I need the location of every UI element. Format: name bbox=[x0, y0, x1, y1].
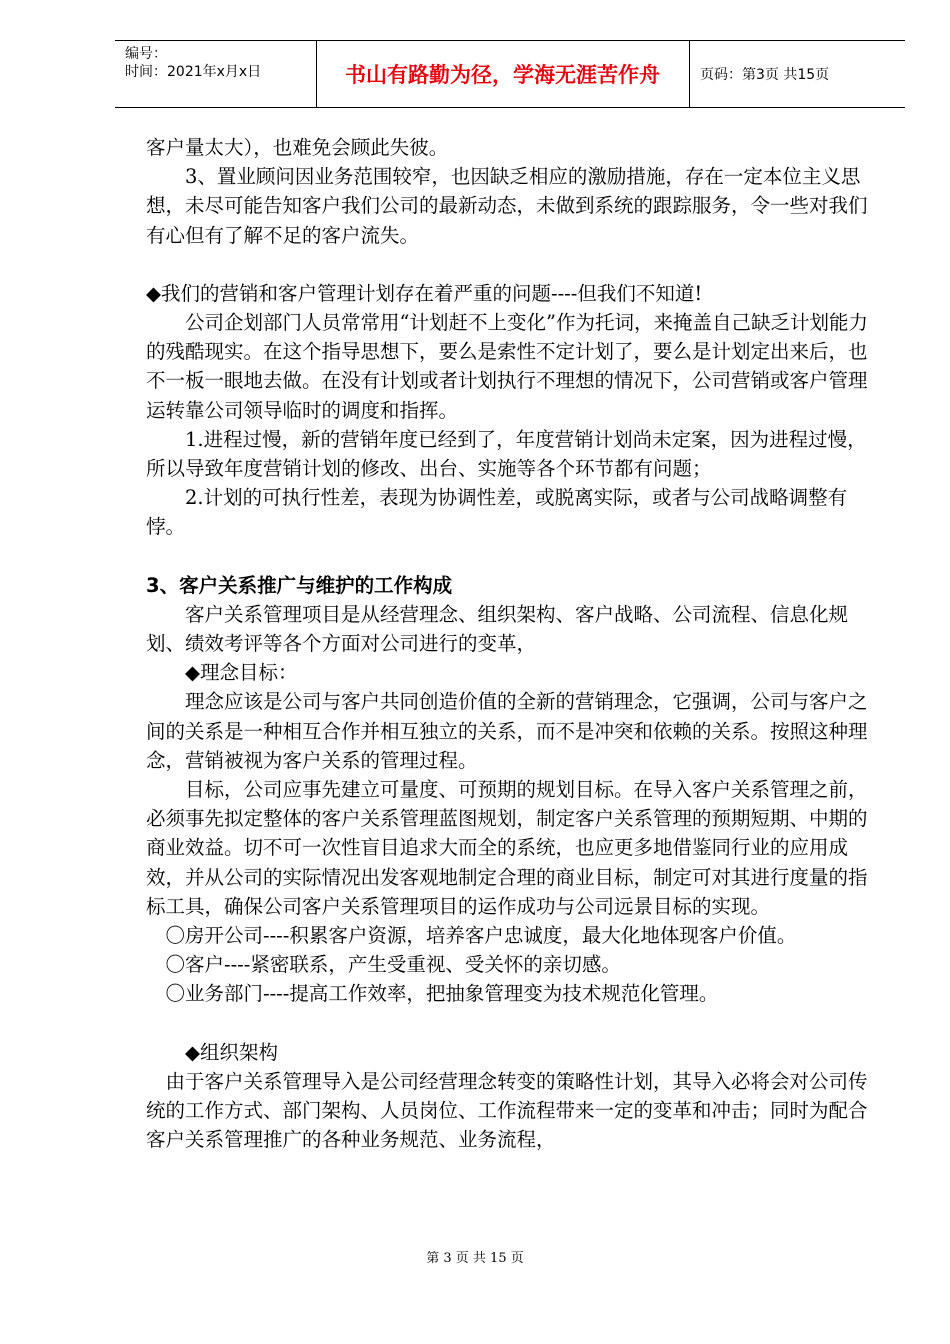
paragraph: 理念应该是公司与客户共同创造价值的全新的营销理念，它强调，公司与客户之间的关系是一种相互合作并相互独立的关系，而不是冲突和依赖的关系。按照这种理念，营销被视为客户关系的管理过程。 bbox=[146, 690, 868, 772]
subsection-heading: ◆组织架构 bbox=[185, 1040, 278, 1064]
spacer bbox=[146, 250, 876, 279]
list-item: 〇业务部门----提高工作效率，把抽象管理变为技术规范化管理。 bbox=[165, 982, 719, 1006]
paragraph: 由于客户关系管理导入是公司经营理念转变的策略性计划，其导入必将会对公司传统的工作方式、部门架构、人员岗位、工作流程带来一定的变革和冲击；同时为配合客户关系管理推广的各种业务规范、业务流程， bbox=[146, 1069, 868, 1152]
paragraph: 客户关系管理项目是从经营理念、组织架构、客户战略、公司流程、信息化规划、绩效考评等各个方面对公司进行的变革， bbox=[146, 602, 849, 656]
numbered-paragraph: 1.进程过慢，新的营销年度已经到了，年度营销计划尚未定案，因为进程过慢，所以导致年度营销计划的修改、出台、实施等各个环节都有问题； bbox=[146, 427, 867, 481]
document-body bbox=[146, 133, 876, 1155]
header-meta bbox=[115, 41, 317, 107]
section-heading: 3、客户关系推广与维护的工作构成 bbox=[146, 573, 453, 597]
paragraph: 3、置业顾问因业务范围较窄，也因缺乏相应的激励措施，存在一定本位主义思想，未尽可能告知客户我们公司的最新动态，未做到系统的跟踪服务，令一些对我们有心但有了解不足的客户流失。 bbox=[146, 165, 868, 247]
numbered-paragraph: 2.计划的可执行性差，表现为协调性差，或脱离实际，或者与公司战略调整有悖。 bbox=[146, 486, 848, 539]
paragraph: 目标，公司应事先建立可量度、可预期的规划目标。在导入客户关系管理之前，必须事先拟定整体的客户关系管理蓝图规划，制定客户关系管理的预期短期、中期的商业效益。切不可一次性盲目追求大而全的系统，也应更多地借鉴同行业的应用成效，并从公司的实际情况出发客观地制定合理的商业目标，制定可对其进行度量的指标工具，确保公司客户关系管理项目的运作成功与公司远景目标的实现。 bbox=[146, 778, 868, 918]
section-bullet-heading: ◆我们的营销和客户管理计划存在着严重的问题----但我们不知道! bbox=[146, 281, 703, 305]
spacer bbox=[146, 542, 876, 571]
header-time-label: 时间：2021年x月x日 bbox=[125, 64, 262, 80]
header-number-label: 编号： bbox=[125, 46, 167, 62]
spacer bbox=[146, 1009, 876, 1038]
header-motto: 书山有路勤为径，学海无涯苦作舟 bbox=[316, 41, 690, 107]
subsection-heading: ◆理念目标： bbox=[185, 661, 298, 685]
page-header bbox=[115, 40, 905, 108]
list-item: 〇房开公司----积累客户资源，培养客户忠诚度，最大化地体现客户价值。 bbox=[165, 924, 797, 948]
list-item: 〇客户----紧密联系，产生受重视、受关怀的亲切感。 bbox=[165, 953, 621, 977]
header-page-info: 页码：第3页 共15页 bbox=[700, 67, 830, 83]
page-footer: 第 3 页 共 15 页 bbox=[426, 1251, 524, 1266]
paragraph: 客户量太大），也难免会顾此失彼。 bbox=[146, 136, 449, 159]
paragraph: 公司企划部门人员常常用“计划赶不上变化”作为托词，来掩盖自己缺乏计划能力的残酷现实。在这个指导思想下，要么是索性不定计划了，要么是计划定出来后，也不一板一眼地去做。在没有计划或者计划执行不理想的情况下，公司营销或客户管理运转靠公司领导临时的调度和指挥。 bbox=[146, 311, 868, 422]
